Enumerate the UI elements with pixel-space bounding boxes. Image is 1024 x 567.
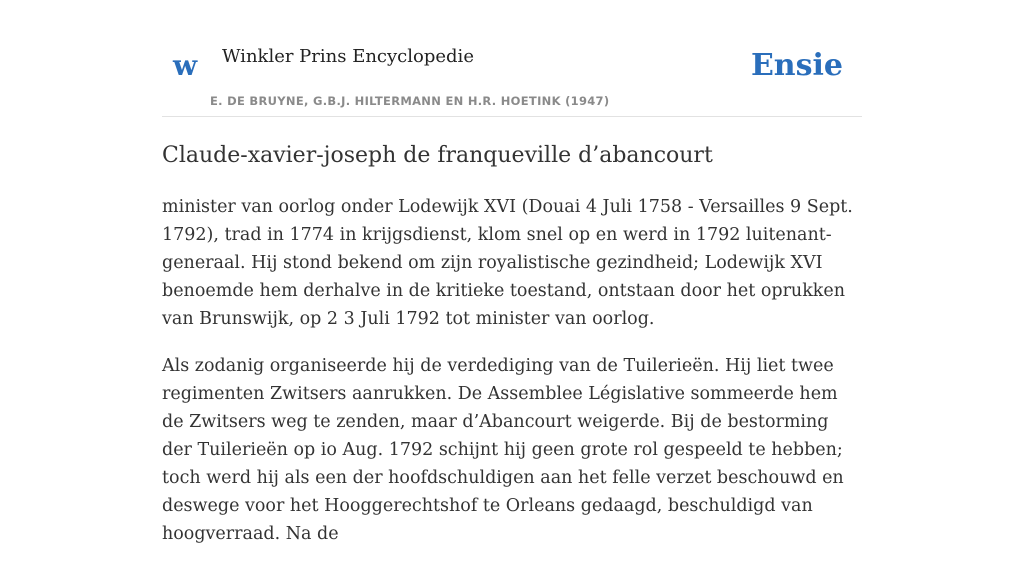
publication-title[interactable]: Winkler Prins Encyclopedie: [222, 46, 474, 67]
article-title: Claude-xavier-joseph de franqueville d’abancourt: [162, 143, 713, 168]
ensie-brand-logo[interactable]: Ensie: [750, 48, 843, 83]
article-paragraph: Als zodanig organiseerde hij de verdediging van de Tuilerieën. Hij liet twee regimenten Zwitsers aanrukken. De Assemblee Législative sommeerde hem de Zwitsers weg te zenden, maar d’Abancourt weigerde. Bij de bestorming der Tuilerieën op io Aug. 1792 schijnt hij geen grote rol gespeeld te hebben; toch werd hij als een der hoofdschuldigen aan het felle verzet beschouwd en deswege voor het Hooggerechtshof te Orleans gedaagd, beschuldigd van hoogverraad. Na de: [162, 356, 844, 544]
article-paragraph: minister van oorlog onder Lodewijk XVI (Douai 4 Juli 1758 - Versailles 9 Sept. 1792), trad in 1774 in krijgsdienst, klom snel op en werd in 1792 luitenant-generaal. Hij stond bekend om zijn royalistische gezindheid; Lodewijk XVI benoemde hem derhalve in de kritieke toestand, ontstaan door het oprukken van Brunswijk, op 2 3 Juli 1792 tot minister van oorlog.: [162, 197, 853, 329]
publication-authors: E. DE BRUYNE, G.B.J. HILTERMANN EN H.R. HOETINK (1947): [210, 94, 610, 108]
header: [162, 0, 862, 117]
winkler-prins-logo[interactable]: w: [173, 49, 198, 82]
article-body: [162, 193, 862, 548]
page: [162, 0, 862, 567]
